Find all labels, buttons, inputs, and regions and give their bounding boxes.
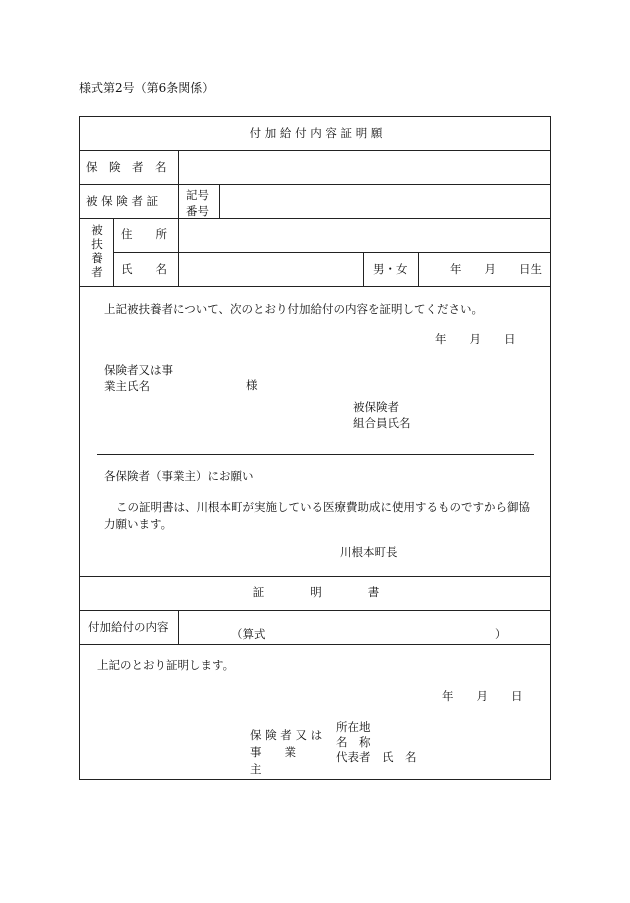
benefit-certification-form — [79, 116, 551, 780]
benefit-content-label: 付加給付の内容 — [88, 620, 169, 634]
insurer-name-field[interactable] — [179, 151, 550, 183]
request-text: 上記被扶養者について、次のとおり付加給付の内容を証明してください。 — [104, 302, 484, 316]
column-divider — [113, 218, 114, 286]
notice-title: 各保険者（事業主）にお願い — [104, 469, 254, 483]
dependent-name-field[interactable] — [179, 253, 362, 285]
issuer-fields[interactable]: 所在地 名 称 代表者 氏 名 — [336, 720, 417, 764]
insurer-name-label: 保 険 者 名 — [86, 160, 167, 174]
certificate-title: 証 明 書 — [252, 585, 380, 599]
dependent-label: 被扶養者 — [91, 223, 103, 279]
row-divider — [80, 644, 550, 645]
certificate-date[interactable]: 年 月 日 — [442, 689, 523, 703]
section-separator — [97, 454, 534, 455]
column-divider — [418, 252, 419, 286]
mayor-signature: 川根本町長 — [340, 545, 398, 559]
address-field[interactable] — [179, 219, 550, 251]
calc-open: （算式 — [231, 627, 266, 641]
calc-formula-field[interactable] — [179, 611, 550, 643]
symbol-number-field[interactable] — [220, 185, 550, 217]
notice-body: この証明書は、川根本町が実施している医療費助成に使用するものですから御協力願います。 — [104, 500, 530, 531]
column-divider — [363, 252, 364, 286]
birthdate-field[interactable]: 年 月 日生 — [450, 262, 542, 276]
applicant-name-label: 被保険者 組合員氏名 — [353, 400, 411, 430]
addressee-label: 保険者又は事 業主氏名 — [104, 363, 173, 393]
form-title: 付 加 給 付 内 容 証 明 願 — [249, 126, 383, 140]
certification-statement: 上記のとおり証明します。 — [97, 658, 235, 672]
form-number: 様式第2号（第6条関係） — [79, 81, 215, 95]
calc-close: ） — [495, 627, 507, 641]
symbol-number-label: 記号 番号 — [186, 188, 209, 218]
insured-card-label: 被 保 険 者 証 — [86, 194, 159, 208]
row-divider — [80, 286, 550, 287]
row-divider — [80, 576, 550, 577]
gender-selector[interactable]: 男・女 — [373, 262, 408, 276]
honorific-sama: 様 — [246, 378, 258, 392]
address-label: 住 所 — [121, 227, 167, 241]
request-date[interactable]: 年 月 日 — [435, 332, 516, 346]
name-label: 氏 名 — [121, 262, 167, 276]
issuer-label: 保 険 者 又 は 事 業 主 — [250, 728, 323, 776]
